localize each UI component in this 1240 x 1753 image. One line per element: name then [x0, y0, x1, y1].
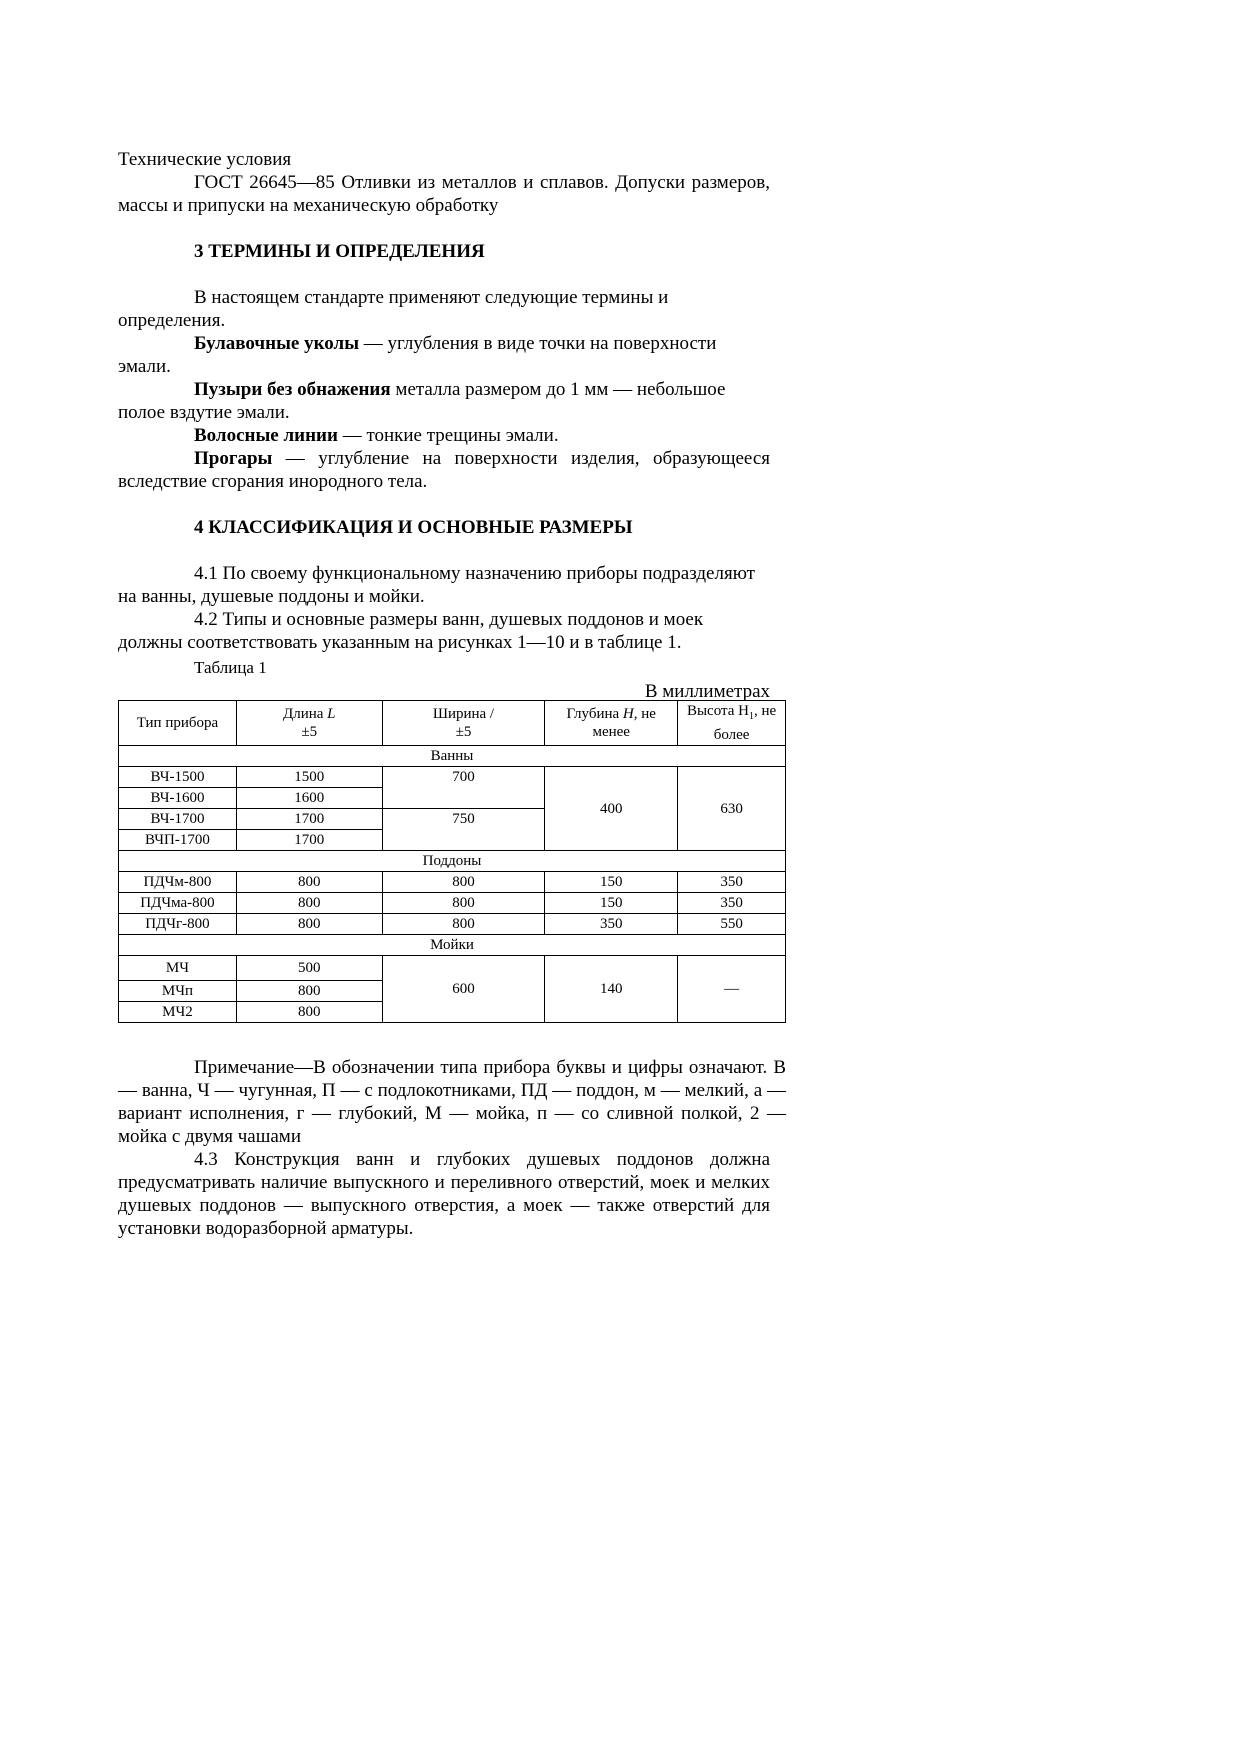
table-caption: Таблица 1 [194, 658, 267, 677]
cell-type: ПДЧм-800 [119, 872, 237, 893]
term-title: Булавочные уколы [194, 333, 360, 354]
cell-height: 350 [678, 872, 786, 893]
cell-width [382, 830, 545, 851]
cell-type: ПДЧма-800 [119, 893, 237, 914]
cell-length: 1700 [236, 830, 382, 851]
cell-width: 700 [382, 767, 545, 788]
cell-depth: 150 [545, 872, 678, 893]
table-row [119, 914, 786, 935]
table-row [119, 767, 786, 788]
cell-width: 800 [382, 914, 545, 935]
cell-height: — [678, 956, 786, 1023]
cell-length: 800 [236, 872, 382, 893]
term-hairlines [118, 424, 770, 447]
cell-depth: 350 [545, 914, 678, 935]
section-row-baths [119, 746, 786, 767]
term-definition: — углубления в виде точки на поверхности эмали. [118, 333, 717, 377]
table-header-row [119, 701, 786, 746]
term-definition: — углубление на поверхности изделия, образующееся вследствие сгорания инородного тела. [118, 448, 770, 492]
cell-type: ВЧП-1700 [119, 830, 237, 851]
cell-depth: 400 [545, 767, 678, 851]
cell-width: 750 [382, 809, 545, 830]
cell-type: ПДЧг-800 [119, 914, 237, 935]
cell-length: 1500 [236, 767, 382, 788]
cell-type: ВЧ-1700 [119, 809, 237, 830]
paragraph-4-1: 4.1 По своему функциональному назначению приборы подразделяют на ванны, душевые поддоны и мойки. [118, 563, 755, 607]
section-row-sinks [119, 935, 786, 956]
cell-length: 1600 [236, 788, 382, 809]
cell-length: 1700 [236, 809, 382, 830]
cell-depth: 140 [545, 956, 678, 1023]
term-definition: металла размером до 1 мм — небольшое полое вздутие эмали. [118, 379, 726, 423]
header-type: Тип прибора [119, 701, 237, 746]
cell-type: ВЧ-1500 [119, 767, 237, 788]
cell-type: ВЧ-1600 [119, 788, 237, 809]
document-body [118, 148, 770, 703]
section-3-intro: В настоящем стандарте применяют следующие термины и определения. [118, 287, 669, 331]
section-3-heading: 3 ТЕРМИНЫ И ОПРЕДЕЛЕНИЯ [194, 241, 485, 262]
cell-length: 800 [236, 981, 382, 1002]
table-row [119, 893, 786, 914]
cell-width: 600 [382, 956, 545, 1023]
table-units: В миллиметрах [644, 681, 770, 702]
header-length: Длина L ±5 [236, 701, 382, 746]
table-row [119, 956, 786, 981]
term-title: Прогары [194, 448, 273, 469]
table-note: Примечание—В обозначении типа прибора буквы и цифры означают. В — ванна, Ч — чугунная, П — с подлокотниками, ПД — поддон, м — мелкий, а — вариант исполнения, г — глубокий, М — мойка, п — со сливной полкой, 2 — мойка с двумя чашами [118, 1057, 786, 1147]
cell-type: МЧ2 [119, 1002, 237, 1023]
term-definition: — тонкие трещины эмали. [337, 425, 559, 446]
cell-length: 800 [236, 1002, 382, 1023]
cell-type: МЧ [119, 956, 237, 981]
gost-reference: ГОСТ 26645—85 Отливки из металлов и сплавов. Допуски размеров, массы и припуски на механическую обработку [118, 172, 770, 216]
section-4-heading: 4 КЛАССИФИКАЦИЯ И ОСНОВНЫЕ РАЗМЕРЫ [194, 517, 633, 538]
cell-width: 800 [382, 893, 545, 914]
term-pin-pricks [118, 332, 770, 378]
cell-width [382, 788, 545, 809]
term-title: Волосные линии [194, 425, 338, 446]
term-burns [118, 447, 770, 493]
cell-length: 800 [236, 914, 382, 935]
section-label: Ванны [119, 746, 786, 767]
cell-width: 800 [382, 872, 545, 893]
cell-height: 350 [678, 893, 786, 914]
intro-line: Технические условия [118, 149, 292, 170]
cell-type: МЧп [119, 981, 237, 1002]
dimensions-table [118, 700, 786, 1023]
term-bubbles [118, 378, 770, 424]
cell-length: 500 [236, 956, 382, 981]
term-title: Пузыри без обнажения [194, 379, 391, 400]
section-label: Поддоны [119, 851, 786, 872]
notes-block [118, 1056, 786, 1240]
header-height: Высота $H_1$, не более [678, 701, 786, 746]
cell-depth: 150 [545, 893, 678, 914]
section-row-trays [119, 851, 786, 872]
cell-length: 800 [236, 893, 382, 914]
header-depth: Глубина H, не менее [545, 701, 678, 746]
section-label: Мойки [119, 935, 786, 956]
cell-height: 630 [678, 767, 786, 851]
cell-height: 550 [678, 914, 786, 935]
header-width: Ширина / ±5 [382, 701, 545, 746]
paragraph-4-2: 4.2 Типы и основные размеры ванн, душевых поддонов и моек должны соответствовать указанным на рисунках 1—10 и в таблице 1. [118, 609, 704, 653]
paragraph-4-3: 4.3 Конструкция ванн и глубоких душевых поддонов должна предусматривать наличие выпускного и переливного отверстий, моек и мелких душевых поддонов — выпускного отверстия, а моек — также отверстий для установки водоразборной арматуры. [118, 1149, 770, 1239]
table-row [119, 872, 786, 893]
